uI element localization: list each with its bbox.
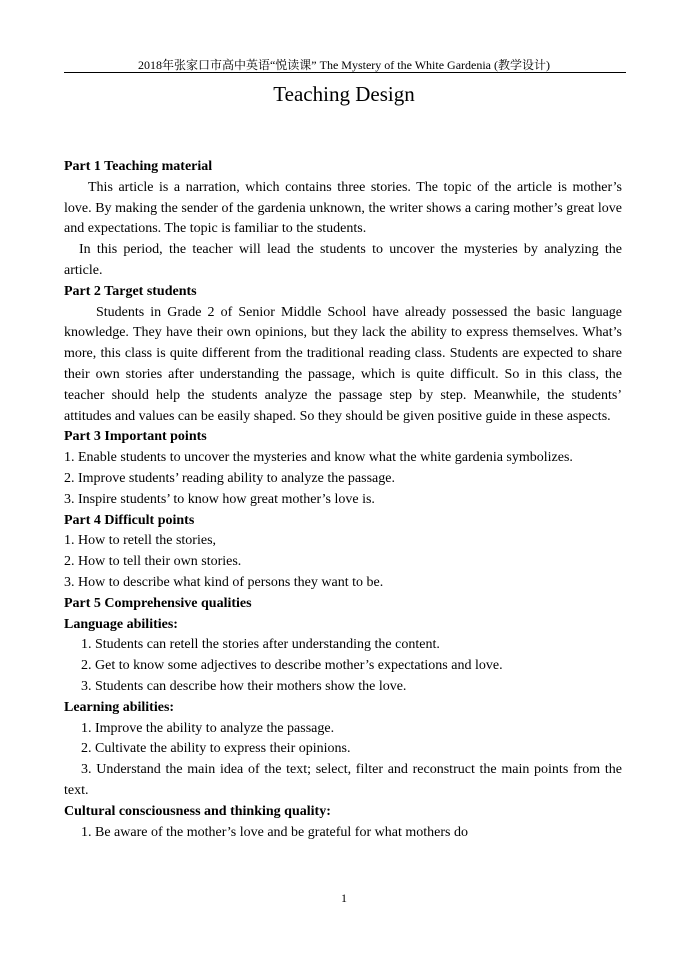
part3-heading: Part 3 Important points [64,429,207,445]
page-number: 1 [341,891,347,905]
learning-abilities-heading: Learning abilities: [64,699,175,715]
part1-heading: Part 1 Teaching material [64,159,213,174]
cultural-item-1: 1. Be aware of the mother’s love and be grateful for what mothers do [81,824,468,840]
language-item-3: 3. Students can describe how their mothers show the love. [81,678,407,694]
part4-item-1: 1. How to retell the stories, [64,533,217,549]
learning-item-1: 1. Improve the ability to analyze the passage. [81,720,335,736]
part2-heading: Part 2 Target students [64,283,197,299]
page-header: 2018年张家口市高中英语“悦读课” The Mystery of the White Gardenia (教学设计) [137,58,551,72]
header-rule [64,72,626,73]
part1-paragraph-1: This article is a narration, which contains three stories. The topic of the article is mother’s love. By making the sender of the gardenia unknown, the writer shows a caring mother’s great love and expectations. The topic is familiar to the students. [64,179,622,237]
part3-item-3: 3. Inspire students’ to know how great mother’s love is. [64,491,375,507]
part2-paragraph-1: Students in Grade 2 of Senior Middle School have already possessed the basic language knowledge. They have their own opinions, but they lack the ability to express themselves. What’s more, this class is quite different from the traditional reading class. Students are expected to share their own stories after understanding the passage, which is quite difficult. So in this class, the teacher should help the students analyze the passage step by step. Meanwhile, the students’ attitudes and values can be easily shaped. So they should be given positive guide in these aspects. [64,304,622,424]
part3-item-2: 2. Improve students’ reading ability to analyze the passage. [64,470,395,486]
document-body [64,157,622,843]
language-item-2: 2. Get to know some adjectives to describe mother’s expectations and love. [81,658,503,674]
language-abilities-heading: Language abilities: [64,616,178,632]
learning-item-2: 2. Cultivate the ability to express their opinions. [81,741,351,757]
language-item-1: 1. Students can retell the stories after understanding the content. [81,637,440,653]
part4-heading: Part 4 Difficult points [64,512,195,528]
part4-item-3: 3. How to describe what kind of persons they want to be. [64,574,384,590]
part5-heading: Part 5 Comprehensive qualities [64,595,252,611]
cultural-heading: Cultural consciousness and thinking quality: [64,803,331,819]
document-title: Teaching Design [273,82,415,106]
part4-item-2: 2. How to tell their own stories. [64,554,242,570]
learning-item-3: 3. Understand the main idea of the text; select, filter and reconstruct the main points from the text. [64,762,622,798]
part1-paragraph-2: In this period, the teacher will lead the students to uncover the mysteries by analyzing the article. [64,242,622,278]
part3-item-1: 1. Enable students to uncover the mysteries and know what the white gardenia symbolizes. [64,450,573,466]
